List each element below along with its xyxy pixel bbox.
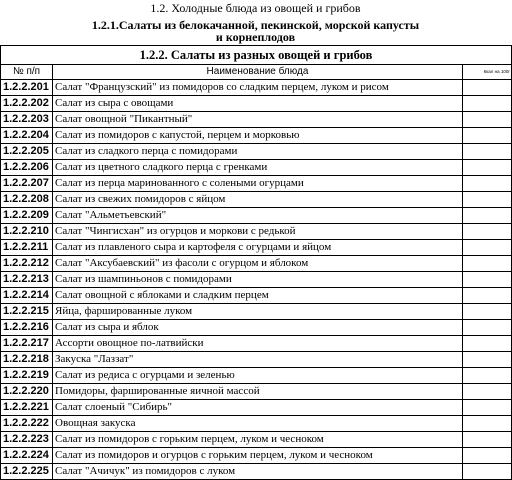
dish-name-cell[interactable]: Яйца, фаршированные луком — [53, 304, 463, 320]
section-title-row — [1, 46, 512, 65]
kcal-cell[interactable] — [463, 256, 512, 272]
dish-name-cell[interactable]: Салат слоеный "Сибирь" — [53, 400, 463, 416]
table-row — [1, 448, 512, 464]
dish-number-cell[interactable]: 1.2.2.205 — [1, 144, 53, 160]
dish-number-cell[interactable]: 1.2.2.201 — [1, 80, 53, 96]
kcal-cell[interactable] — [463, 208, 512, 224]
column-header-name[interactable]: Наименование блюда — [53, 65, 463, 80]
heading-cabbage-salads: 1.2.1.Салаты из белокачанной, пекинской, морской капусты — [91, 18, 420, 32]
kcal-cell[interactable] — [463, 416, 512, 432]
dish-name-cell[interactable]: Салат из сыра и яблок — [53, 320, 463, 336]
section-title[interactable]: 1.2.2. Салаты из разных овощей и грибов — [1, 46, 512, 65]
dish-name-cell[interactable]: Салат "Альметьевский" — [53, 208, 463, 224]
dish-number-cell[interactable]: 1.2.2.224 — [1, 448, 53, 464]
kcal-cell[interactable] — [463, 96, 512, 112]
dish-name-cell[interactable]: Салат "Ачичук" из помидоров с луком — [53, 464, 463, 480]
table-row — [1, 288, 512, 304]
kcal-cell[interactable] — [463, 224, 512, 240]
kcal-cell[interactable] — [463, 352, 512, 368]
dish-number-cell[interactable]: 1.2.2.204 — [1, 128, 53, 144]
dish-number-cell[interactable]: 1.2.2.214 — [1, 288, 53, 304]
kcal-cell[interactable] — [463, 400, 512, 416]
dish-name-cell[interactable]: Помидоры, фаршированные яичной массой — [53, 384, 463, 400]
table-row — [1, 384, 512, 400]
dish-number-cell[interactable]: 1.2.2.218 — [1, 352, 53, 368]
kcal-cell[interactable] — [463, 240, 512, 256]
table-row — [1, 112, 512, 128]
table-row — [1, 256, 512, 272]
dish-number-cell[interactable]: 1.2.2.215 — [1, 304, 53, 320]
table-row — [1, 336, 512, 352]
table-row — [1, 432, 512, 448]
table-row — [1, 304, 512, 320]
kcal-cell[interactable] — [463, 320, 512, 336]
table-row — [1, 80, 512, 96]
table-row — [1, 176, 512, 192]
dish-name-cell[interactable]: Салат из перца маринованного с солеными огурцами — [53, 176, 463, 192]
kcal-cell[interactable] — [463, 160, 512, 176]
dish-number-cell[interactable]: 1.2.2.209 — [1, 208, 53, 224]
dish-number-cell[interactable]: 1.2.2.203 — [1, 112, 53, 128]
dish-name-cell[interactable]: Салат овощной "Пикантный" — [53, 112, 463, 128]
dish-number-cell[interactable]: 1.2.2.216 — [1, 320, 53, 336]
kcal-cell[interactable] — [463, 128, 512, 144]
table-row — [1, 400, 512, 416]
table-row — [1, 272, 512, 288]
dish-number-cell[interactable]: 1.2.2.225 — [1, 464, 53, 480]
column-header-num[interactable]: № п/п — [1, 65, 53, 80]
dish-number-cell[interactable]: 1.2.2.222 — [1, 416, 53, 432]
table-row — [1, 160, 512, 176]
table-row — [1, 192, 512, 208]
dish-name-cell[interactable]: Салат из помидоров и огурцов с горьким перцем, луком и чесноком — [53, 448, 463, 464]
dish-name-cell[interactable]: Салат из сладкого перца с помидорами — [53, 144, 463, 160]
dish-number-cell[interactable]: 1.2.2.223 — [1, 432, 53, 448]
dish-name-cell[interactable]: Салат из плавленого сыра и картофеля с огурцами и яйцом — [53, 240, 463, 256]
kcal-cell[interactable] — [463, 144, 512, 160]
kcal-cell[interactable] — [463, 384, 512, 400]
column-header-kcal[interactable]: Ккал на 100г — [463, 65, 512, 80]
table-row — [1, 128, 512, 144]
dish-number-cell[interactable]: 1.2.2.219 — [1, 368, 53, 384]
dish-number-cell[interactable]: 1.2.2.221 — [1, 400, 53, 416]
kcal-cell[interactable] — [463, 288, 512, 304]
dish-number-cell[interactable]: 1.2.2.208 — [1, 192, 53, 208]
dish-name-cell[interactable]: Салат из помидоров с капустой, перцем и морковью — [53, 128, 463, 144]
dish-number-cell[interactable]: 1.2.2.206 — [1, 160, 53, 176]
kcal-cell[interactable] — [463, 80, 512, 96]
dish-name-cell[interactable]: Салат "Чингисхан" из огурцов и моркови с редькой — [53, 224, 463, 240]
heading-root-vegetables: и корнеплодов — [215, 30, 296, 44]
table-row — [1, 96, 512, 112]
dish-number-cell[interactable]: 1.2.2.212 — [1, 256, 53, 272]
dish-number-cell[interactable]: 1.2.2.220 — [1, 384, 53, 400]
dish-name-cell[interactable]: Салат из помидоров с горьким перцем, луком и чесноком — [53, 432, 463, 448]
kcal-cell[interactable] — [463, 368, 512, 384]
dish-number-cell[interactable]: 1.2.2.202 — [1, 96, 53, 112]
table-row — [1, 368, 512, 384]
dish-number-cell[interactable]: 1.2.2.213 — [1, 272, 53, 288]
table-row — [1, 320, 512, 336]
dish-name-cell[interactable]: Салат из цветного сладкого перца с гренками — [53, 160, 463, 176]
dish-name-cell[interactable]: Салат овощной с яблоками и сладким перцем — [53, 288, 463, 304]
dish-name-cell[interactable]: Овощная закуска — [53, 416, 463, 432]
dish-name-cell[interactable]: Салат из редиса с огурцами и зеленью — [53, 368, 463, 384]
dish-name-cell[interactable]: Ассорти овощное по-латвийски — [53, 336, 463, 352]
table-row — [1, 208, 512, 224]
kcal-cell[interactable] — [463, 304, 512, 320]
dish-name-cell[interactable]: Салат "Аксубаевский" из фасоли с огурцом и яблоком — [53, 256, 463, 272]
kcal-cell[interactable] — [463, 336, 512, 352]
dish-name-cell[interactable]: Закуска "Лаззат" — [53, 352, 463, 368]
kcal-cell[interactable] — [463, 464, 512, 480]
table-row — [1, 224, 512, 240]
kcal-cell[interactable] — [463, 448, 512, 464]
kcal-cell[interactable] — [463, 272, 512, 288]
dish-number-cell[interactable]: 1.2.2.217 — [1, 336, 53, 352]
dish-number-cell[interactable]: 1.2.2.207 — [1, 176, 53, 192]
table-row — [1, 416, 512, 432]
table-row — [1, 240, 512, 256]
table-row — [1, 144, 512, 160]
kcal-cell[interactable] — [463, 432, 512, 448]
table-row — [1, 352, 512, 368]
kcal-cell[interactable] — [463, 192, 512, 208]
dish-name-cell[interactable]: Салат из сыра с овощами — [53, 96, 463, 112]
heading-cold-dishes: 1.2. Холодные блюда из овощей и грибов — [150, 1, 361, 15]
dish-name-cell[interactable]: Салат из свежих помидоров с яйцом — [53, 192, 463, 208]
dish-name-cell[interactable]: Салат из шампиньонов с помидорами — [53, 272, 463, 288]
dish-number-cell[interactable]: 1.2.2.211 — [1, 240, 53, 256]
dish-name-cell[interactable]: Салат "Французский" из помидоров со сладким перцем, луком и рисом — [53, 80, 463, 96]
dish-number-cell[interactable]: 1.2.2.210 — [1, 224, 53, 240]
table-row — [1, 464, 512, 480]
column-header-row — [1, 65, 512, 80]
kcal-cell[interactable] — [463, 176, 512, 192]
kcal-cell[interactable] — [463, 112, 512, 128]
dish-table — [0, 45, 512, 480]
